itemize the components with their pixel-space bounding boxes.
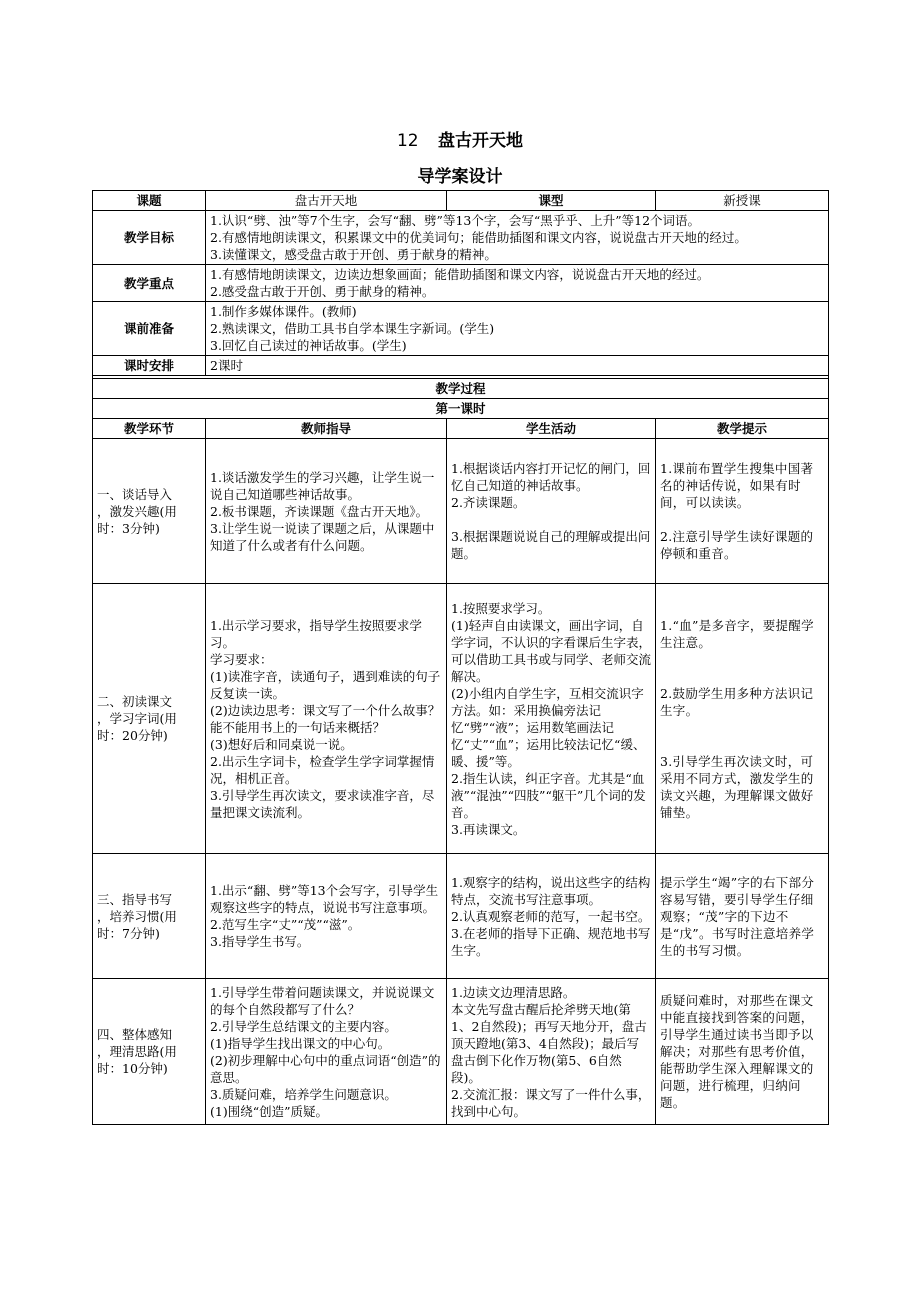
course-row xyxy=(93,191,829,211)
stage-row xyxy=(93,854,829,979)
spacer xyxy=(660,668,824,685)
page-subtitle: 导学案设计 xyxy=(417,167,503,187)
tip-item: 提示学生“竭”字的右下部分容易写错，要引导学生仔细观察；“茂”字的下边不是“戊”。书写时注意培养学生的书写习惯。 xyxy=(660,874,815,958)
teaching-tips xyxy=(656,584,829,854)
type-label: 课型 xyxy=(447,191,656,211)
student-item: 1.边读文边理清思路。 xyxy=(451,984,576,1000)
teacher-guide xyxy=(206,854,447,979)
stage-row xyxy=(93,979,829,1125)
hours-value: 2课时 xyxy=(206,356,829,376)
teaching-tips xyxy=(656,854,829,979)
focus-row xyxy=(93,265,829,302)
stage-name-line: 时：20分钟) xyxy=(97,728,168,743)
teacher-item: (3)想好后和同桌说一说。 xyxy=(210,736,353,752)
teacher-guide xyxy=(206,584,447,854)
tip-item: 1.“血”是多音字，要提醒学生注意。 xyxy=(660,617,814,650)
column-header: 学生活动 xyxy=(447,419,656,439)
student-item: 本文先写盘古醒后抡斧劈天地(第1、2自然段)；再写天地分开，盘古顶天蹬地(第3、4自然段)；最后写盘古倒下化作万物(第5、6自然段)。 xyxy=(451,1001,647,1085)
student-item: (1)轻声自由读课文，画出字词，自学字词，不认识的字看课后生字表，可以借助工具书或与同学、老师交流解决。 xyxy=(451,617,652,684)
goals-content xyxy=(206,211,829,265)
student-item: 2.齐读课题。 xyxy=(451,495,526,510)
lesson-plan-table xyxy=(92,190,829,1125)
stage-name-line: 时：3分钟) xyxy=(97,520,160,536)
focus-content xyxy=(206,265,829,302)
teacher-guide xyxy=(206,439,447,584)
student-item: 3.再读课文。 xyxy=(451,821,526,837)
stage-name-line: ，激发兴趣(用 xyxy=(97,503,177,519)
hours-row xyxy=(93,356,829,376)
teacher-item: 2.板书课题，齐读课题《盘古开天地》。 xyxy=(210,503,429,519)
lesson-title: 第一课时 xyxy=(93,399,829,419)
teacher-item: 3.引导学生再次读文，要求读准字音，尽量把课文读流利。 xyxy=(210,787,435,820)
teacher-item: 1.出示“翻、劈”等13个会写字，引导学生观察这些字的特点，说说书写注意事项。 xyxy=(210,883,439,915)
prep-item: 3.回忆自己读过的神话故事。(学生) xyxy=(210,338,407,353)
goals-label: 教学目标 xyxy=(93,211,206,265)
goal-item: 1.认识“劈、浊”等7个生字，会写“翻、劈”等13个字，会写“黑乎乎、上升”等12个词语。 xyxy=(210,213,701,228)
teacher-item: 1.出示学习要求，指导学生按照要求学习。 xyxy=(210,617,422,650)
student-item: 2.指生认读，纠正字音。尤其是“血液”“混浊”“四肢”“躯干”几个词的发音。 xyxy=(451,770,646,820)
teacher-item: 2.引导学生总结课文的主要内容。 xyxy=(210,1018,397,1034)
stage-name-line: 时：10分钟) xyxy=(97,1061,168,1076)
teacher-item: (2)初步理解中心句中的重点词语“创造”的意思。 xyxy=(210,1052,441,1085)
tip-item: 质疑问难时，对那些在课文中能直接找到答案的问题，引导学生通过读书当即予以解决；对那些有思考价值，能帮助学生深入理解课文的问题，进行梳理，归纳问题。 xyxy=(660,993,814,1110)
stage-name-line: 三、指导书写 xyxy=(97,891,173,907)
teacher-item: (1)指导学生找出课文的中心句。 xyxy=(210,1035,391,1051)
student-item: 1.观察字的结构，说出这些字的结构特点，交流书写注意事项。 xyxy=(451,874,651,907)
stage-name-line: ，学习字词(用 xyxy=(97,711,177,726)
stage-name xyxy=(93,439,206,584)
focus-label: 教学重点 xyxy=(93,265,206,302)
column-header: 教学环节 xyxy=(93,419,206,439)
student-item: (2)小组内自学生字，互相交流识字方法。如：采用换偏旁法记忆“劈”“液”；运用数笔画法记忆“丈”“血”；运用比较法记忆“缓、暖、援”等。 xyxy=(451,685,646,769)
process-title: 教学过程 xyxy=(93,379,829,399)
stage-name-line: 时：7分钟) xyxy=(97,925,160,941)
goal-item: 3.读懂课文，感受盘古敢于开创、勇于献身的精神。 xyxy=(210,247,497,262)
teacher-item: 2.范写生字“丈”“茂”“滋”。 xyxy=(210,917,361,932)
tip-item: 1.课前布置学生搜集中国著名的神话传说，如果有时间，可以读读。 xyxy=(660,461,814,510)
hours-label: 课时安排 xyxy=(93,356,206,376)
stage-name-line: 二、初读课文 xyxy=(97,694,173,709)
spacer xyxy=(660,511,824,528)
teacher-item: 学习要求： xyxy=(210,651,273,667)
column-header: 教学提示 xyxy=(656,419,829,439)
student-item: 2.交流汇报：课文写了一件什么事，找到中心句。 xyxy=(451,1086,651,1119)
teacher-item: 1.谈话激发学生的学习兴趣，让学生说一说自己知道哪些神话故事。 xyxy=(210,469,435,502)
teaching-tips xyxy=(656,979,829,1125)
spacer xyxy=(451,511,651,528)
spacer xyxy=(660,736,824,753)
focus-item: 2.感受盘古敢于开创、勇于献身的精神。 xyxy=(210,284,435,299)
course-label: 课题 xyxy=(93,191,206,211)
lesson-number: 12 xyxy=(396,131,419,151)
prep-item: 1.制作多媒体课件。(教师) xyxy=(210,304,357,319)
prep-label: 课前准备 xyxy=(93,302,206,356)
spacer xyxy=(660,651,824,668)
stage-name-line: ，培养习惯(用 xyxy=(97,908,177,924)
process-row xyxy=(93,379,829,399)
teacher-item: (1)围绕“创造”质疑。 xyxy=(210,1103,328,1119)
goal-item: 2.有感情地朗读课文，积累课文中的优美词句；能借助插图和课文内容，说说盘古开天地的经过。 xyxy=(210,230,747,245)
student-item: 3.在老师的指导下正确、规范地书写生字。 xyxy=(451,925,651,958)
teaching-tips xyxy=(656,439,829,584)
student-item: 1.按照要求学习。 xyxy=(451,600,551,616)
type-value: 新授课 xyxy=(656,191,829,211)
stage-row xyxy=(93,439,829,584)
stage-name xyxy=(93,979,206,1125)
tip-item: 3.引导学生再次读文时，可采用不同方式，激发学生的读文兴趣，为理解课文做好铺垫。 xyxy=(660,753,814,820)
student-item: 2.认真观察老师的范写，一起书空。 xyxy=(451,908,651,924)
stage-name-line: 一、谈话导入 xyxy=(97,486,173,502)
student-item: 3.根据课题说说自己的理解或提出问题。 xyxy=(451,529,651,561)
tip-item: 2.注意引导学生读好课题的停顿和重音。 xyxy=(660,529,814,561)
focus-item: 1.有感情地朗读课文，边读边想象画面；能借助插图和课文内容，说说盘古开天地的经过。 xyxy=(210,267,710,282)
teacher-item: (1)读准字音，读通句子，遇到难读的句子反复读一读。 xyxy=(210,668,441,701)
prep-content xyxy=(206,302,829,356)
stage-name-line: ，理清思路(用 xyxy=(97,1044,177,1059)
stage-name-line: 四、整体感知 xyxy=(97,1027,173,1042)
student-activity xyxy=(447,979,656,1125)
student-item: 1.根据谈话内容打开记忆的闸门，回忆自己知道的神话故事。 xyxy=(451,461,651,493)
stage-name xyxy=(93,854,206,979)
teacher-item: 2.出示生字词卡，检查学生学字词掌握情况，相机正音。 xyxy=(210,753,435,786)
prep-item: 2.熟读课文，借助工具书自学本课生字新词。(学生) xyxy=(210,321,495,336)
lesson-row xyxy=(93,399,829,419)
prep-row xyxy=(93,302,829,356)
goals-row xyxy=(93,211,829,265)
tip-item: 2.鼓励学生用多种方法识记生字。 xyxy=(660,685,814,718)
stage-row xyxy=(93,584,829,854)
course-value: 盘古开天地 xyxy=(206,191,447,211)
lesson-name: 盘古开天地 xyxy=(438,131,524,151)
stage-name xyxy=(93,584,206,854)
column-header: 教师指导 xyxy=(206,419,447,439)
columns-row xyxy=(93,419,829,439)
student-activity xyxy=(447,854,656,979)
student-activity xyxy=(447,584,656,854)
teacher-item: 1.引导学生带着问题读课文，并说说课文的每个自然段都写了什么？ xyxy=(210,984,435,1017)
teacher-item: 3.质疑问难，培养学生问题意识。 xyxy=(210,1086,397,1102)
teacher-item: (2)边读边思考：课文写了一个什么故事？能不能用书上的一句话来概括？ xyxy=(210,702,441,735)
spacer xyxy=(660,719,824,736)
teacher-item: 3.让学生说一说读了课题之后，从课题中知道了什么或者有什么问题。 xyxy=(210,520,435,553)
student-activity xyxy=(447,439,656,584)
page-title xyxy=(0,126,920,151)
teacher-item: 3.指导学生书写。 xyxy=(210,934,310,949)
teacher-guide xyxy=(206,979,447,1125)
